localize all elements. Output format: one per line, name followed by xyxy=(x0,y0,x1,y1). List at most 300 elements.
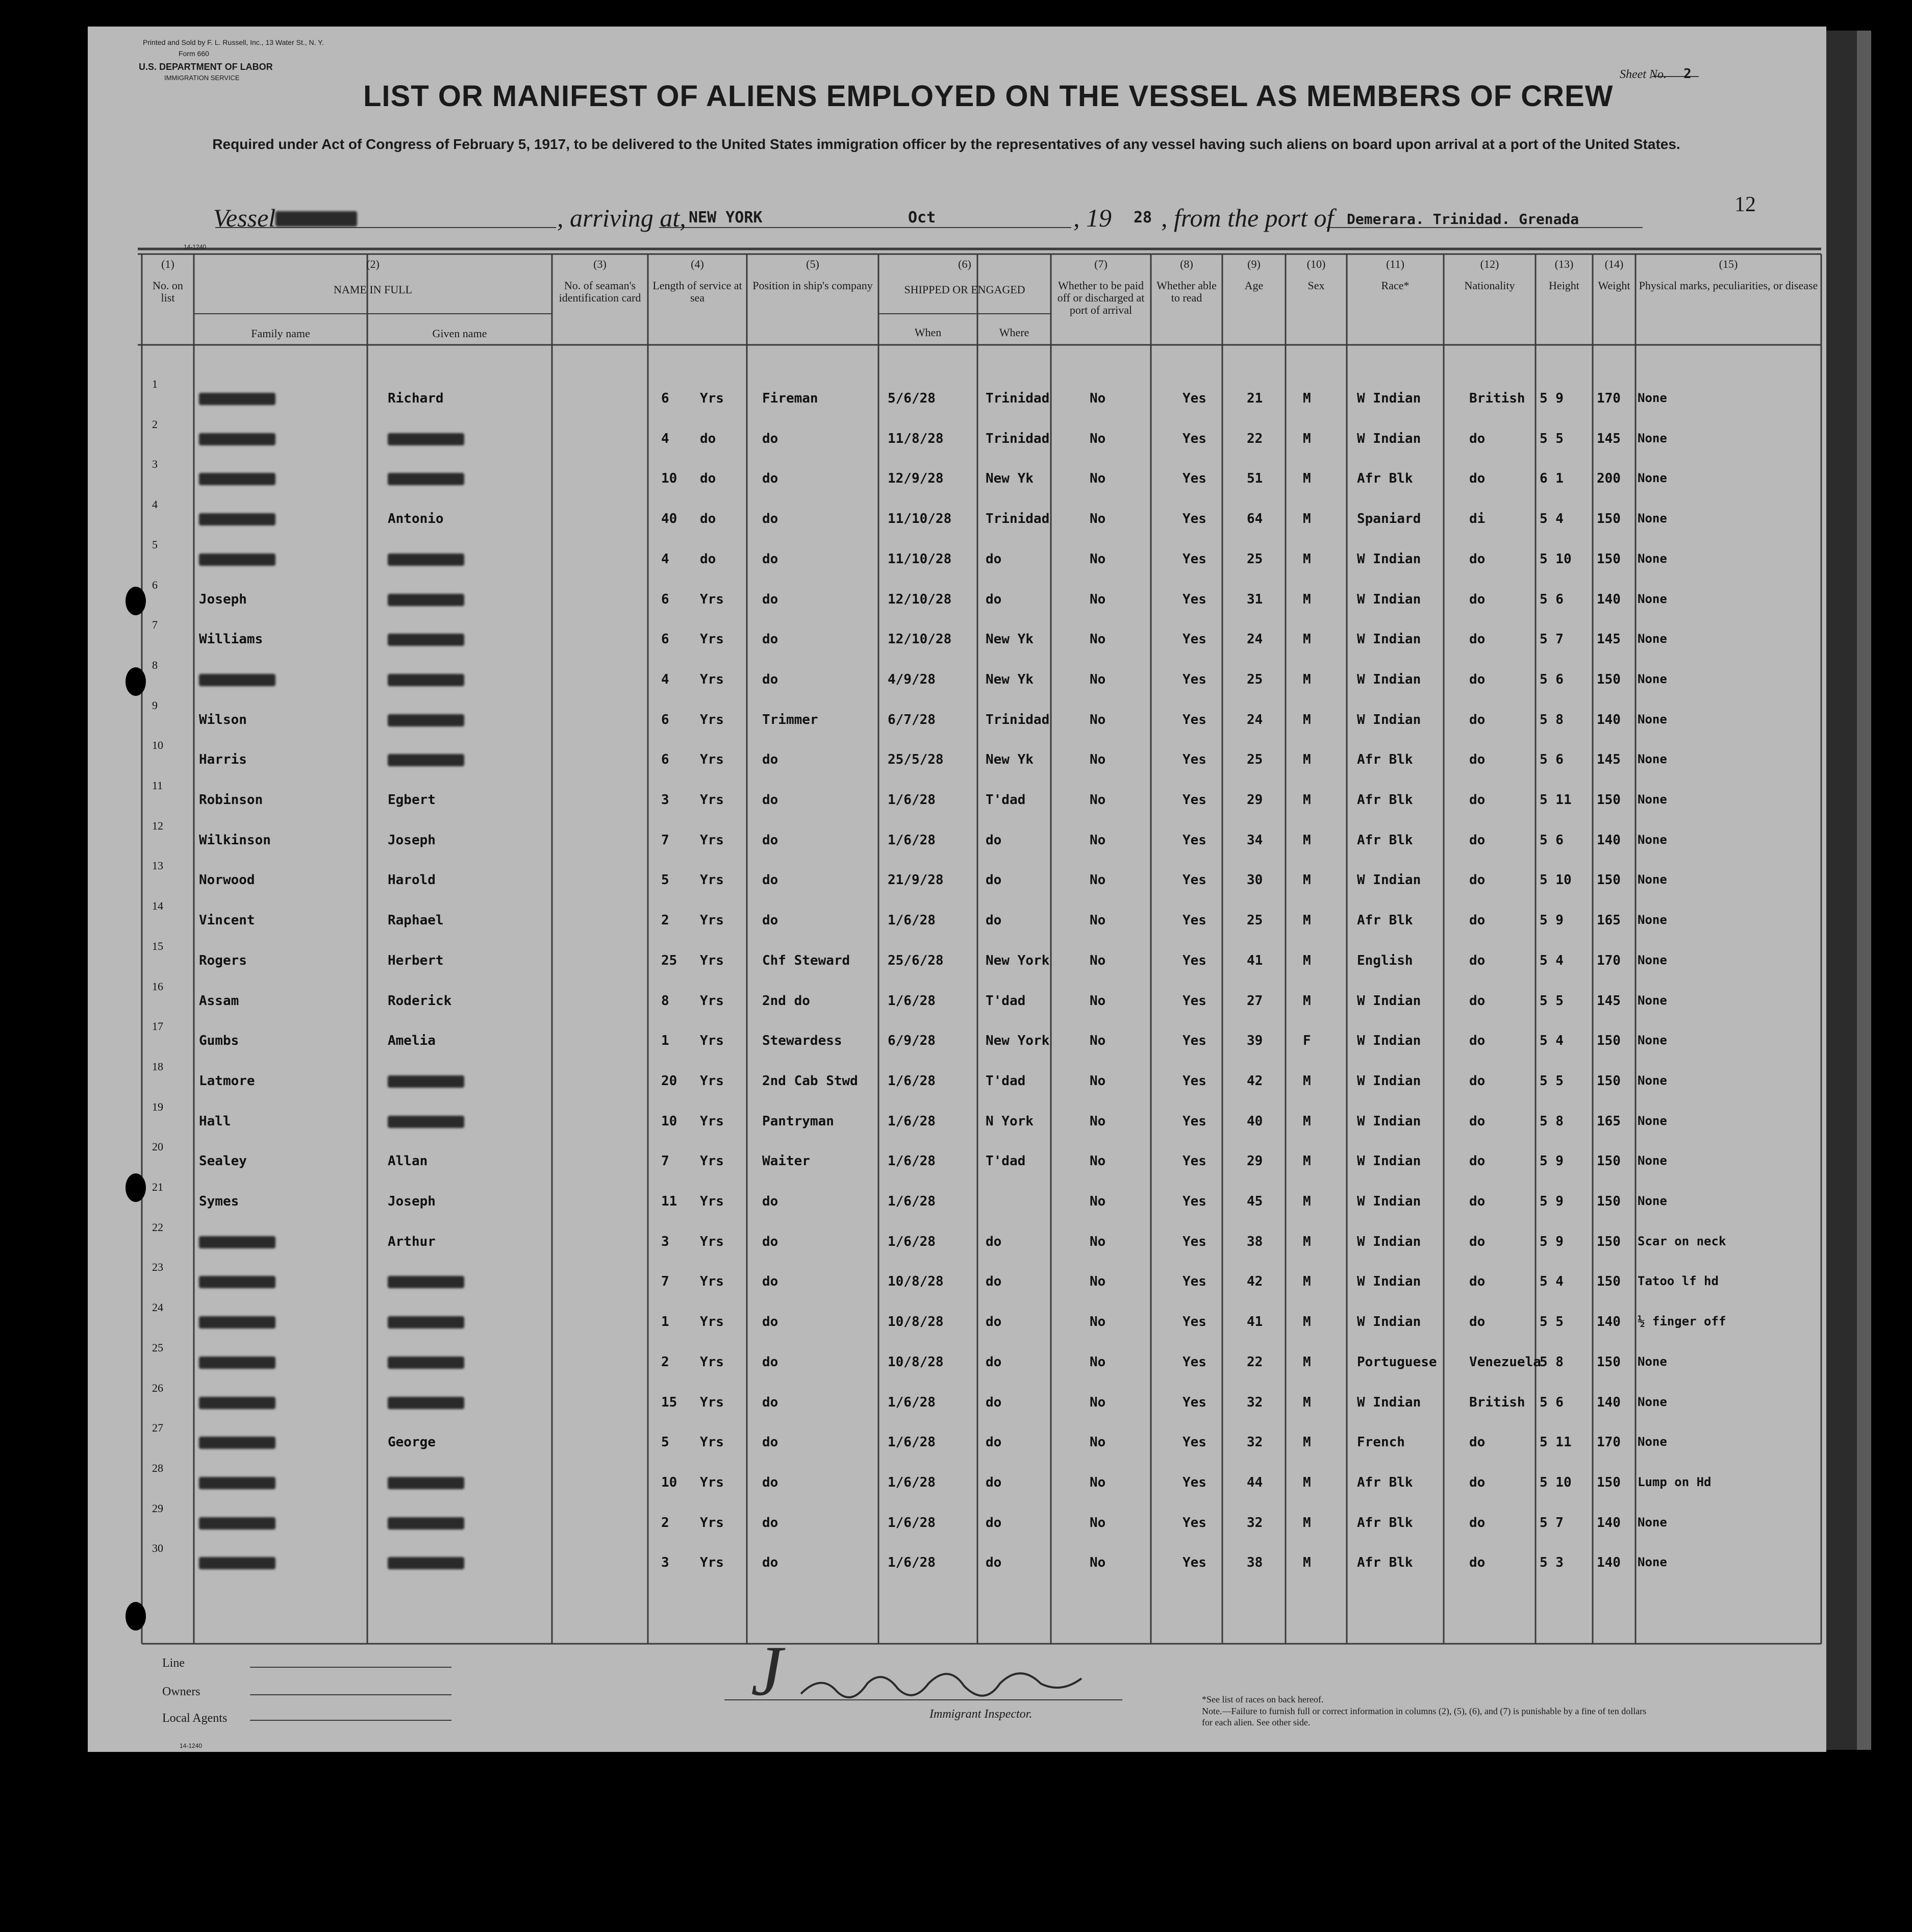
cell-position: do xyxy=(762,1274,778,1290)
cell-unit: Yrs xyxy=(700,1113,724,1129)
given-name-redacted xyxy=(388,1316,464,1328)
cell-when: 1/6/28 xyxy=(888,1515,936,1530)
cell-age: 29 xyxy=(1247,792,1263,808)
cell-read: Yes xyxy=(1183,431,1206,446)
cell-ht: 5 6 xyxy=(1540,1394,1564,1410)
cell-service: 2 xyxy=(661,1354,669,1370)
cell-ht: 5 10 xyxy=(1540,872,1572,888)
cell-service: 1 xyxy=(661,1314,669,1330)
cell-wt: 165 xyxy=(1597,913,1621,929)
cell-position: Chf Steward xyxy=(762,952,850,968)
cell-paid: No xyxy=(1090,591,1106,607)
cell-paid: No xyxy=(1090,1073,1106,1089)
column-header-c7: Whether to be paid off or discharged at port of arrival xyxy=(1057,279,1145,317)
family-name-redacted xyxy=(199,1276,275,1288)
cell-wt: 150 xyxy=(1597,1474,1621,1490)
cell-sex: M xyxy=(1303,752,1311,768)
cell-position: do xyxy=(762,671,778,687)
row-number: 29 xyxy=(152,1501,163,1515)
column-header-c10: Sex xyxy=(1307,279,1325,292)
cell-paid: No xyxy=(1090,1394,1106,1410)
column-number-c13: (13) xyxy=(1554,258,1574,270)
cell-age: 25 xyxy=(1247,551,1263,567)
cell-sex: M xyxy=(1303,1234,1311,1249)
cell-ht: 5 11 xyxy=(1540,792,1572,808)
cell-paid: No xyxy=(1090,632,1106,647)
cell-where: T'dad xyxy=(986,792,1026,808)
row-number: 3 xyxy=(152,458,158,471)
cell-sex: M xyxy=(1303,832,1311,848)
cell-marks: None xyxy=(1638,712,1667,726)
cell-given: Egbert xyxy=(388,792,436,808)
cell-nat: do xyxy=(1469,1274,1486,1290)
cell-sex: M xyxy=(1303,792,1311,808)
cell-wt: 140 xyxy=(1597,591,1621,607)
cell-nat: do xyxy=(1469,1435,1486,1450)
row-number: 30 xyxy=(152,1542,163,1555)
cell-read: Yes xyxy=(1183,1354,1206,1370)
cell-paid: No xyxy=(1090,1314,1106,1330)
cell-marks: None xyxy=(1638,913,1667,927)
cell-age: 27 xyxy=(1247,993,1263,1009)
cell-when: 10/8/28 xyxy=(888,1314,944,1330)
cell-race: W Indian xyxy=(1357,671,1421,687)
cell-unit: Yrs xyxy=(700,993,724,1009)
cell-marks: None xyxy=(1638,1435,1667,1449)
cell-when: 1/6/28 xyxy=(888,1073,936,1089)
column-number-c9: (9) xyxy=(1247,258,1261,270)
cell-age: 39 xyxy=(1247,1033,1263,1049)
cell-age: 41 xyxy=(1247,952,1263,968)
family-name-redacted xyxy=(199,1477,275,1489)
cell-ht: 5 4 xyxy=(1540,952,1564,968)
cell-when: 11/8/28 xyxy=(888,431,944,446)
cell-race: W Indian xyxy=(1357,1314,1421,1330)
cell-unit: Yrs xyxy=(700,1435,724,1450)
cell-position: do xyxy=(762,511,778,527)
cell-when: 4/9/28 xyxy=(888,671,936,687)
row-number: 24 xyxy=(152,1301,163,1314)
column-number-c14: (14) xyxy=(1604,258,1624,270)
column-number-c5: (5) xyxy=(806,258,819,270)
cell-ht: 5 6 xyxy=(1540,591,1564,607)
cell-race: Afr Blk xyxy=(1357,1555,1413,1571)
cell-paid: No xyxy=(1090,1234,1106,1249)
cell-age: 25 xyxy=(1247,752,1263,768)
cell-marks: None xyxy=(1638,792,1667,807)
column-header-c14: Weight xyxy=(1598,279,1630,292)
cell-marks: Tatoo lf hd xyxy=(1638,1274,1719,1289)
cell-race: Afr Blk xyxy=(1357,913,1413,929)
cell-read: Yes xyxy=(1183,1274,1206,1290)
subtitle: Required under Act of Congress of February 5, 1917, to be delivered to the United States immigration officer by the representatives of any vessel having such aliens on board upon arrival at a port of the United States. xyxy=(212,136,1680,152)
column-number-c1: (1) xyxy=(161,258,174,270)
cell-wt: 150 xyxy=(1597,1073,1621,1089)
cell-read: Yes xyxy=(1183,1314,1206,1330)
cell-age: 25 xyxy=(1247,671,1263,687)
cell-wt: 140 xyxy=(1597,1515,1621,1530)
given-name-redacted xyxy=(388,554,464,566)
inspector-signature: J xyxy=(751,1632,783,1711)
cell-ht: 5 5 xyxy=(1540,993,1564,1009)
cell-wt: 150 xyxy=(1597,1354,1621,1370)
cell-paid: No xyxy=(1090,913,1106,929)
row-number: 20 xyxy=(152,1140,163,1153)
cell-age: 51 xyxy=(1247,471,1263,487)
cell-age: 21 xyxy=(1247,391,1263,406)
page-number: 12 xyxy=(1734,193,1756,216)
cell-service: 20 xyxy=(661,1073,677,1089)
cell-nat: do xyxy=(1469,591,1486,607)
cell-race: W Indian xyxy=(1357,1033,1421,1049)
given-name-redacted xyxy=(388,714,464,726)
cell-marks: None xyxy=(1638,1033,1667,1048)
cell-race: Portuguese xyxy=(1357,1354,1437,1370)
cell-given: Antonio xyxy=(388,511,444,527)
cell-sex: M xyxy=(1303,993,1311,1009)
given-name-redacted xyxy=(388,1075,464,1088)
cell-read: Yes xyxy=(1183,1435,1206,1450)
cell-sex: M xyxy=(1303,952,1311,968)
cell-position: do xyxy=(762,1234,778,1249)
arrival-month: Oct xyxy=(908,209,936,227)
cell-sex: M xyxy=(1303,1314,1311,1330)
cell-given: Harold xyxy=(388,872,436,888)
cell-position: do xyxy=(762,1555,778,1571)
cell-when: 6/7/28 xyxy=(888,712,936,727)
vessel-name-redacted xyxy=(275,211,357,227)
cell-race: W Indian xyxy=(1357,1113,1421,1129)
cell-sex: M xyxy=(1303,471,1311,487)
cell-wt: 145 xyxy=(1597,431,1621,446)
cell-age: 34 xyxy=(1247,832,1263,848)
cell-nat: do xyxy=(1469,712,1486,727)
cell-when: 1/6/28 xyxy=(888,1474,936,1490)
cell-given: Allan xyxy=(388,1153,428,1169)
cell-paid: No xyxy=(1090,511,1106,527)
local-agents-label: Local Agents xyxy=(162,1712,228,1725)
cell-marks: Lump on Hd xyxy=(1638,1474,1712,1489)
cell-position: do xyxy=(762,1194,778,1209)
column-header-where: Where xyxy=(999,326,1029,339)
cell-wt: 150 xyxy=(1597,1153,1621,1169)
cell-given: Raphael xyxy=(388,913,444,929)
cell-wt: 150 xyxy=(1597,551,1621,567)
cell-unit: Yrs xyxy=(700,792,724,808)
column-number-c10: (10) xyxy=(1306,258,1326,270)
cell-marks: None xyxy=(1638,471,1667,486)
cell-marks: None xyxy=(1638,1354,1667,1369)
cell-wt: 150 xyxy=(1597,511,1621,527)
cell-nat: do xyxy=(1469,1555,1486,1571)
owners-label: Owners xyxy=(162,1685,200,1698)
cell-service: 2 xyxy=(661,1515,669,1530)
cell-read: Yes xyxy=(1183,993,1206,1009)
cell-paid: No xyxy=(1090,752,1106,768)
cell-unit: Yrs xyxy=(700,1153,724,1169)
cell-nat: British xyxy=(1469,1394,1525,1410)
cell-ht: 5 5 xyxy=(1540,431,1564,446)
row-number: 8 xyxy=(152,658,158,671)
cell-sex: M xyxy=(1303,1113,1311,1129)
cell-unit: Yrs xyxy=(700,1474,724,1490)
cell-family: Robinson xyxy=(199,792,263,808)
cell-marks: None xyxy=(1638,1515,1667,1529)
family-name-redacted xyxy=(199,513,275,525)
cell-read: Yes xyxy=(1183,1194,1206,1209)
cell-marks: Scar on neck xyxy=(1638,1234,1726,1248)
cell-where: do xyxy=(986,1274,1002,1290)
given-name-redacted xyxy=(388,674,464,686)
cell-race: W Indian xyxy=(1357,712,1421,727)
family-name-redacted xyxy=(199,433,275,445)
given-name-redacted xyxy=(388,433,464,445)
cell-unit: Yrs xyxy=(700,391,724,406)
cell-family: Wilson xyxy=(199,712,247,727)
row-number: 27 xyxy=(152,1421,163,1435)
cell-age: 41 xyxy=(1247,1314,1263,1330)
cell-when: 25/5/28 xyxy=(888,752,944,768)
cell-unit: Yrs xyxy=(700,752,724,768)
cell-position: do xyxy=(762,471,778,487)
cell-unit: Yrs xyxy=(700,1354,724,1370)
cell-nat: do xyxy=(1469,952,1486,968)
cell-marks: None xyxy=(1638,671,1667,686)
cell-wt: 150 xyxy=(1597,671,1621,687)
cell-unit: Yrs xyxy=(700,671,724,687)
cell-unit: Yrs xyxy=(700,1234,724,1249)
cell-service: 7 xyxy=(661,1153,669,1169)
cell-ht: 5 9 xyxy=(1540,913,1564,929)
cell-wt: 165 xyxy=(1597,1113,1621,1129)
vessel-label: Vessel xyxy=(213,204,276,232)
cell-wt: 170 xyxy=(1597,952,1621,968)
column-header-c8: Whether able to read xyxy=(1156,279,1217,305)
cell-nat: do xyxy=(1469,671,1486,687)
cell-where: do xyxy=(986,1474,1002,1490)
family-name-redacted xyxy=(199,674,275,686)
cell-service: 11 xyxy=(661,1194,677,1209)
cell-read: Yes xyxy=(1183,913,1206,929)
row-number: 17 xyxy=(152,1020,163,1033)
cell-age: 22 xyxy=(1247,431,1263,446)
cell-where: New Yk xyxy=(986,471,1034,487)
cell-ht: 5 8 xyxy=(1540,1113,1564,1129)
cell-wt: 200 xyxy=(1597,471,1621,487)
cell-position: do xyxy=(762,832,778,848)
cell-where: do xyxy=(986,1314,1002,1330)
cell-sex: M xyxy=(1303,1194,1311,1209)
cell-family: Norwood xyxy=(199,872,255,888)
cell-when: 10/8/28 xyxy=(888,1354,944,1370)
cell-age: 24 xyxy=(1247,712,1263,727)
cell-read: Yes xyxy=(1183,1113,1206,1129)
cell-position: do xyxy=(762,1314,778,1330)
cell-position: do xyxy=(762,1515,778,1530)
row-number: 2 xyxy=(152,417,158,431)
row-number: 9 xyxy=(152,698,158,712)
cell-nat: do xyxy=(1469,471,1486,487)
cell-wt: 140 xyxy=(1597,832,1621,848)
cell-nat: do xyxy=(1469,1234,1486,1249)
cell-position: do xyxy=(762,752,778,768)
cell-marks: None xyxy=(1638,511,1667,526)
row-number: 4 xyxy=(152,498,158,511)
cell-position: 2nd do xyxy=(762,993,810,1009)
cell-when: 6/9/28 xyxy=(888,1033,936,1049)
row-number: 25 xyxy=(152,1341,163,1354)
cell-service: 4 xyxy=(661,431,669,446)
family-name-redacted xyxy=(199,554,275,566)
cell-race: English xyxy=(1357,952,1413,968)
cell-position: do xyxy=(762,792,778,808)
cell-wt: 150 xyxy=(1597,1033,1621,1049)
family-name-redacted xyxy=(199,1437,275,1449)
cell-read: Yes xyxy=(1183,1234,1206,1249)
cell-race: W Indian xyxy=(1357,1394,1421,1410)
cell-nat: do xyxy=(1469,1314,1486,1330)
cell-given: Arthur xyxy=(388,1234,436,1249)
family-name-redacted xyxy=(199,393,275,405)
cell-service: 3 xyxy=(661,1555,669,1571)
cell-position: do xyxy=(762,431,778,446)
cell-unit: Yrs xyxy=(700,952,724,968)
cell-given: Joseph xyxy=(388,1194,436,1209)
cell-when: 21/9/28 xyxy=(888,872,944,888)
cell-read: Yes xyxy=(1183,1555,1206,1571)
column-header-family-name: Family name xyxy=(251,327,310,340)
column-number-c7: (7) xyxy=(1094,258,1108,270)
cell-family: Symes xyxy=(199,1194,239,1209)
cell-sex: M xyxy=(1303,712,1311,727)
cell-when: 12/9/28 xyxy=(888,471,944,487)
family-name-redacted xyxy=(199,1236,275,1248)
cell-service: 5 xyxy=(661,872,669,888)
cell-unit: Yrs xyxy=(700,832,724,848)
cell-age: 38 xyxy=(1247,1555,1263,1571)
cell-sex: M xyxy=(1303,1474,1311,1490)
cell-nat: do xyxy=(1469,1515,1486,1530)
cell-age: 32 xyxy=(1247,1394,1263,1410)
cell-nat: do xyxy=(1469,792,1486,808)
cell-when: 1/6/28 xyxy=(888,1394,936,1410)
given-name-redacted xyxy=(388,594,464,606)
column-header-c4: Length of service at sea xyxy=(652,279,742,305)
cell-marks: None xyxy=(1638,952,1667,967)
cell-marks: None xyxy=(1638,391,1667,405)
cell-where: do xyxy=(986,1555,1002,1571)
from-label: , from the port of xyxy=(1161,204,1334,232)
cell-race: Afr Blk xyxy=(1357,792,1413,808)
cell-service: 10 xyxy=(661,1474,677,1490)
cell-age: 42 xyxy=(1247,1073,1263,1089)
cell-ht: 5 6 xyxy=(1540,752,1564,768)
cell-race: W Indian xyxy=(1357,391,1421,406)
cell-nat: di xyxy=(1469,511,1486,527)
cell-position: do xyxy=(762,913,778,929)
cell-wt: 150 xyxy=(1597,872,1621,888)
column-number-c6: (6) xyxy=(958,258,971,270)
cell-where: New Yk xyxy=(986,632,1034,647)
column-header-c3: No. of seaman's identification card xyxy=(559,279,641,305)
cell-service: 3 xyxy=(661,792,669,808)
line-label: Line xyxy=(162,1657,185,1670)
family-name-redacted xyxy=(199,473,275,485)
cell-paid: No xyxy=(1090,1435,1106,1450)
cell-where: New Yk xyxy=(986,752,1034,768)
cell-sex: M xyxy=(1303,551,1311,567)
cell-nat: do xyxy=(1469,1153,1486,1169)
family-name-redacted xyxy=(199,1397,275,1409)
cell-wt: 145 xyxy=(1597,993,1621,1009)
cell-position: do xyxy=(762,591,778,607)
form-code-top: 14-1240 xyxy=(184,243,207,250)
cell-wt: 145 xyxy=(1597,632,1621,647)
form-number: Form 660 xyxy=(179,49,209,58)
cell-where: do xyxy=(986,591,1002,607)
given-name-redacted xyxy=(388,754,464,766)
cell-paid: No xyxy=(1090,1113,1106,1129)
cell-sex: M xyxy=(1303,1394,1311,1410)
cell-sex: M xyxy=(1303,872,1311,888)
form-code-bottom: 14-1240 xyxy=(180,1742,203,1749)
cell-marks: None xyxy=(1638,1153,1667,1168)
cell-position: Fireman xyxy=(762,391,818,406)
cell-marks: None xyxy=(1638,1555,1667,1570)
cell-sex: M xyxy=(1303,1354,1311,1370)
column-header-c12: Nationality xyxy=(1464,279,1515,292)
cell-wt: 150 xyxy=(1597,1234,1621,1249)
cell-family: Joseph xyxy=(199,591,247,607)
cell-when: 25/6/28 xyxy=(888,952,944,968)
cell-paid: No xyxy=(1090,1555,1106,1571)
cell-family: Hall xyxy=(199,1113,231,1129)
cell-race: Afr Blk xyxy=(1357,1515,1413,1530)
cell-when: 1/6/28 xyxy=(888,1113,936,1129)
department: U.S. DEPARTMENT OF LABOR xyxy=(139,62,273,72)
column-header-given-name: Given name xyxy=(432,327,487,340)
printer-line: Printed and Sold by F. L. Russell, Inc., 13 Water St., N. Y. xyxy=(143,38,324,46)
cell-paid: No xyxy=(1090,1153,1106,1169)
column-header-when: When xyxy=(914,326,942,339)
cell-given: Herbert xyxy=(388,952,444,968)
cell-unit: do xyxy=(700,471,716,487)
cell-race: W Indian xyxy=(1357,872,1421,888)
cell-ht: 5 6 xyxy=(1540,671,1564,687)
sheet-label: Sheet No. xyxy=(1620,68,1667,81)
cell-nat: do xyxy=(1469,1474,1486,1490)
cell-position: Pantryman xyxy=(762,1113,834,1129)
cell-read: Yes xyxy=(1183,792,1206,808)
cell-paid: No xyxy=(1090,712,1106,727)
cell-given: Amelia xyxy=(388,1033,436,1049)
cell-position: Trimmer xyxy=(762,712,818,727)
cell-age: 24 xyxy=(1247,632,1263,647)
cell-paid: No xyxy=(1090,1274,1106,1290)
cell-nat: British xyxy=(1469,391,1525,406)
cell-age: 64 xyxy=(1247,511,1263,527)
cell-paid: No xyxy=(1090,872,1106,888)
cell-race: W Indian xyxy=(1357,1234,1421,1249)
cell-wt: 145 xyxy=(1597,752,1621,768)
column-number-c8: (8) xyxy=(1180,258,1193,270)
cell-unit: Yrs xyxy=(700,1394,724,1410)
cell-ht: 5 10 xyxy=(1540,1474,1572,1490)
cell-read: Yes xyxy=(1183,591,1206,607)
cell-unit: Yrs xyxy=(700,1194,724,1209)
cell-marks: None xyxy=(1638,632,1667,646)
cell-marks: None xyxy=(1638,431,1667,445)
